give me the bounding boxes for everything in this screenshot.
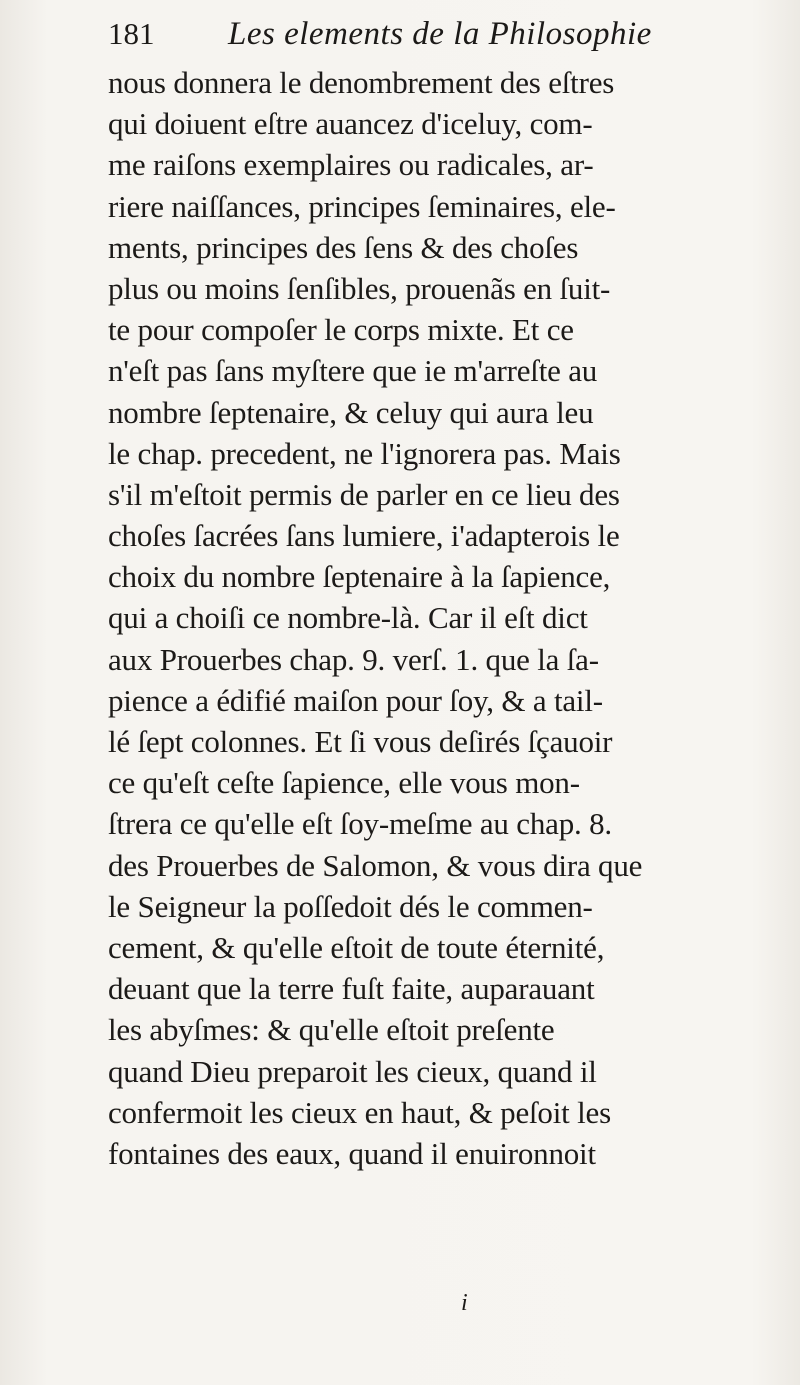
text-line: le chap. precedent, ne l'ignorera pas. Mais (108, 435, 621, 471)
text-line: fontaines des eaux, quand il enuironnoit (108, 1135, 596, 1171)
running-head (108, 8, 760, 60)
text-line: nombre ſeptenaire, & celuy qui aura leu (108, 394, 594, 430)
text-line: qui doiuent eſtre auancez d'iceluy, com- (108, 106, 593, 142)
text-line: choix du nombre ſeptenaire à la ſapience, (108, 559, 611, 595)
text-line: lé ſept colonnes. Et ſi vous deſirés ſçauoir (108, 724, 613, 759)
text-line: choſes ſacrées ſans lumiere, i'adapterois le (108, 518, 620, 554)
text-line: confermoit les cieux en haut, & peſoit les (108, 1094, 611, 1130)
text-line: ments, principes des ſens & des choſes (108, 229, 579, 265)
page-number: 181 (108, 16, 155, 51)
text-line: nous donnera le denombrement des eſtres (108, 65, 615, 100)
text-line: le Seigneur la poſſedoit dés le commen- (108, 888, 593, 924)
text-line: aux Prouerbes chap. 9. verſ. 1. que la ſa- (108, 641, 599, 677)
text-line: n'eſt pas ſans myſtere que ie m'arreſte au (108, 353, 598, 389)
text-line: des Prouerbes de Salomon, & vous dira que (108, 847, 643, 883)
running-title: Les elements de la Philosophie (228, 16, 652, 52)
catchword: i (461, 1290, 468, 1316)
text-line: qui a choiſi ce nombre-là. Car il eſt dict (108, 600, 588, 636)
text-line: s'il m'eſtoit permis de parler en ce lieu des (108, 476, 620, 512)
text-line: te pour compoſer le corps mixte. Et ce (108, 312, 574, 348)
text-line: ſtrera ce qu'elle eſt ſoy-meſme au chap. 8. (108, 806, 612, 842)
text-line: plus ou moins ſenſibles, prouenãs en ſuit- (108, 270, 611, 306)
text-line: ce qu'eſt ceſte ſapience, elle vous mon- (108, 765, 580, 801)
text-line: les abyſmes: & qu'elle eſtoit preſente (108, 1012, 555, 1048)
text-line: cement, & qu'elle eſtoit de toute éternité, (108, 929, 605, 965)
text-line: pience a édifié maiſon pour ſoy, & a tail- (108, 682, 603, 718)
text-line: quand Dieu preparoit les cieux, quand il (108, 1053, 597, 1089)
body-text (108, 62, 792, 1174)
text-line: me raiſons exemplaires ou radicales, ar- (108, 147, 594, 183)
text-line: riere naiſſances, principes ſeminaires, ele- (108, 188, 616, 224)
text-line: deuant que la terre fuſt faite, auparauant (108, 971, 595, 1007)
